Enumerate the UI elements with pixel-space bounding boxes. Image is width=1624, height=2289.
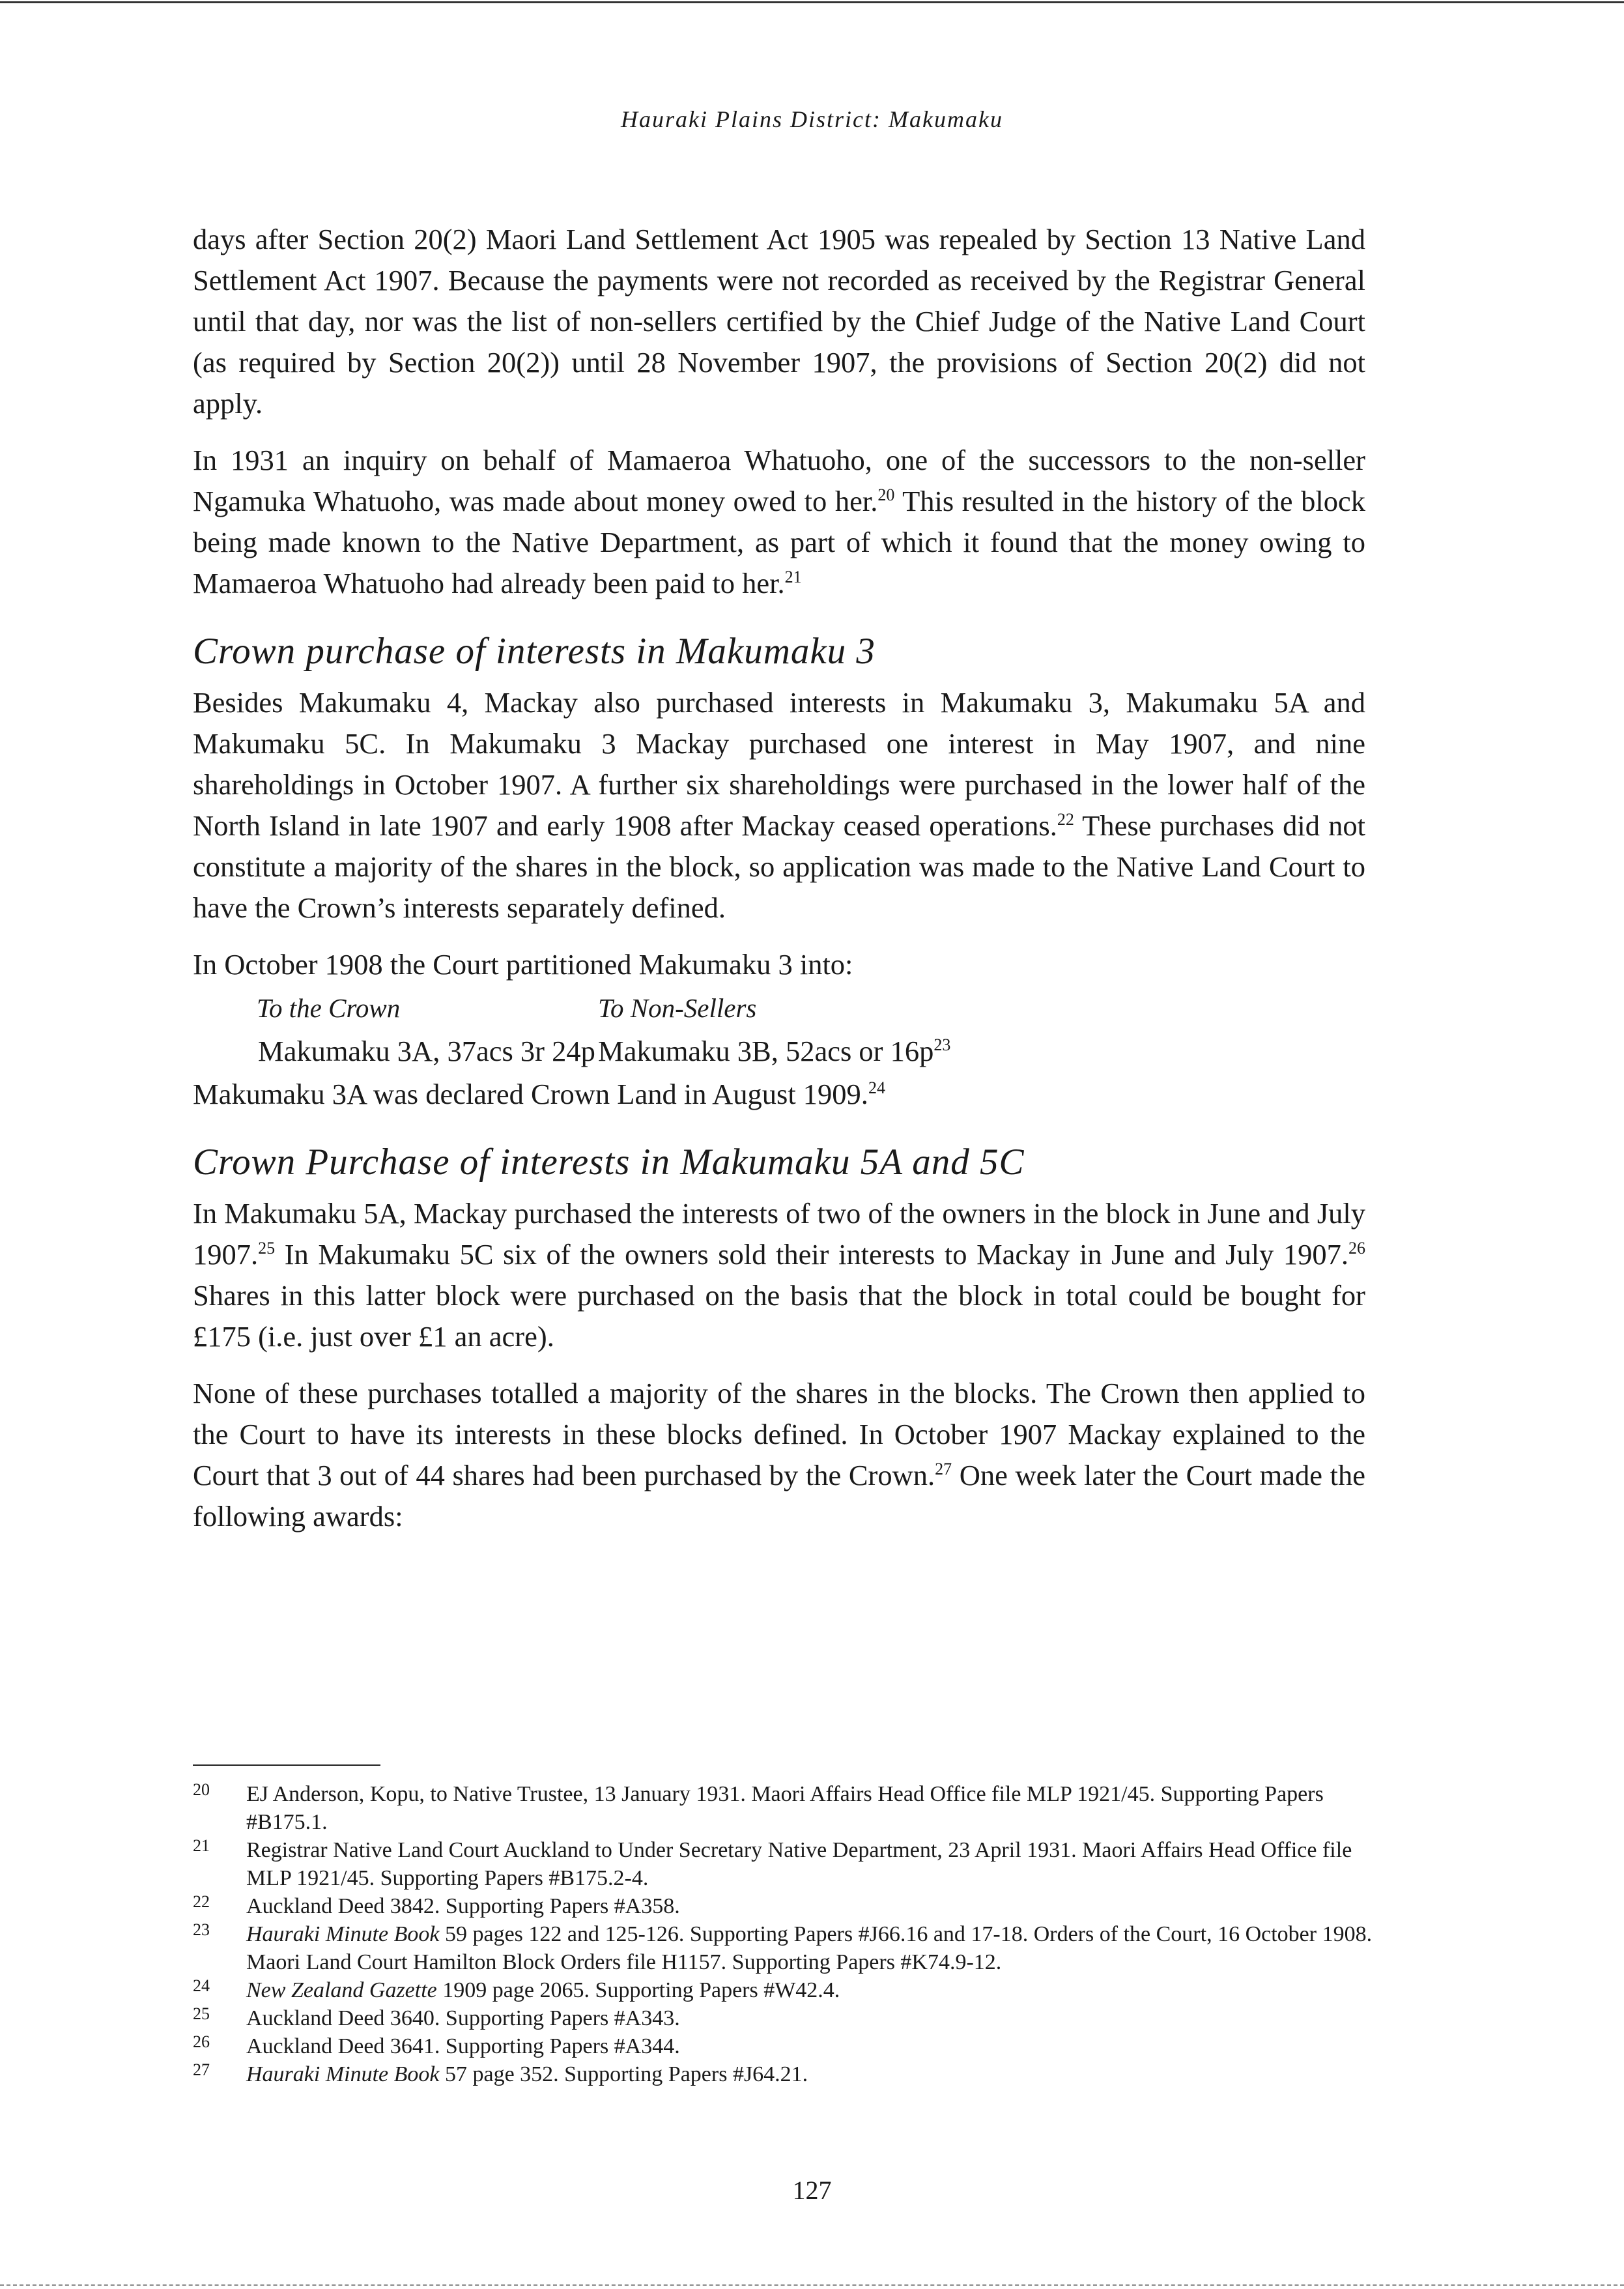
footnote — [193, 2060, 1378, 2088]
partition-header-row — [193, 986, 1365, 1029]
crown-award: Makumaku 3A, 37acs 3r 24p — [258, 1034, 595, 1067]
non-sellers-column-header: To Non-Sellers — [598, 992, 757, 1023]
footnote — [193, 2004, 1378, 2032]
running-header: Hauraki Plains District: Makumaku — [621, 106, 1003, 132]
footnote-divider — [193, 1764, 380, 1766]
footnote-text: Hauraki Minute Book 57 page 352. Supporting Papers #J64.21. — [246, 2062, 808, 2086]
footnote-number: 27 — [193, 2060, 210, 2079]
footnote — [193, 1920, 1378, 1976]
footnote-text: Hauraki Minute Book 59 pages 122 and 125-126. Supporting Papers #J66.16 and 17-18. Orders of the Court, 16 October 1908. Maori Land Court Hamilton Block Orders file H1157. Supporting Papers #K74.9-12. — [246, 1922, 1373, 1974]
paragraph: Besides Makumaku 4, Mackay also purchased interests in Makumaku 3, Makumaku 5A and Makumaku 5C. In Makumaku 3 Mackay purchased one interest in May 1907, and nine shareholdings in October 1907. A further six shareholdings were purchased in the lower half of the North Island in late 1907 and early 1908 after Mackay ceased operations.$^{22}$ These purchases did not constitute a majority of the shares in the block, so application was made to the Native Land Court to have the Crown’s interests separately defined. — [193, 686, 1365, 924]
footnote-ref[interactable]: 24 — [868, 1078, 885, 1098]
section-heading: Crown Purchase of interests in Makumaku 5A and 5C — [193, 1142, 1025, 1183]
paragraph: days after Section 20(2) Maori Land Settlement Act 1905 was repealed by Section 13 Native Land Settlement Act 1907. Because the payments were not recorded as received by the Registrar General until that day, nor was the list of non-sellers certified by the Chief Judge of the Native Land Court (as required by Section 20(2)) until 28 November 1907, the provisions of Section 20(2) did not apply. — [193, 223, 1365, 420]
footnote-ref[interactable]: 23 — [933, 1035, 951, 1054]
footnote-text: Auckland Deed 3641. Supporting Papers #A344. — [246, 2034, 680, 2058]
paragraph: Makumaku 3A was declared Crown Land in August 1909.24 — [193, 1078, 885, 1110]
partition-value-row — [193, 1029, 1365, 1073]
footnote-text: EJ Anderson, Kopu, to Native Trustee, 13 January 1931. Maori Affairs Head Office file MLP 1921/45. Supporting Papers #B175.1. — [246, 1782, 1324, 1834]
footnote-number: 24 — [193, 1976, 210, 1995]
source-title: Hauraki Minute Book — [246, 1922, 440, 1946]
footnote-text: New Zealand Gazette 1909 page 2065. Supporting Papers #W42.4. — [246, 1978, 840, 2002]
section-heading: Crown purchase of interests in Makumaku 3 — [193, 631, 876, 672]
footnote-ref[interactable]: 21 — [784, 568, 802, 587]
non-sellers-award: Makumaku 3B, 52acs or $16p^{23}$ — [598, 1034, 951, 1067]
bottom-border — [0, 2284, 1624, 2286]
footnote-number: 22 — [193, 1892, 210, 1911]
partition-table — [193, 986, 1365, 1073]
page-number: 127 — [792, 2176, 832, 2205]
footnote — [193, 1836, 1378, 1892]
paragraph: In October 1908 the Court partitioned Makumaku 3 into: — [193, 948, 853, 981]
source-title: New Zealand Gazette — [246, 1978, 437, 2002]
main-text — [193, 219, 1365, 1553]
footnote — [193, 1976, 1378, 2004]
paragraph: None of these purchases totalled a majority of the shares in the blocks. The Crown then applied to the Court to have its interests in these blocks defined. In October 1907 Mackay explained to the Court that 3 out of 44 shares had been purchased by the Crown.$^{27}$ One week later the Court made the following awards: — [193, 1377, 1365, 1533]
paragraph: In 1931 an inquiry on behalf of Mamaeroa Whatuoho, one of the successors to the non-seller Ngamuka Whatuoho, was made about money owed to her.$^{20}$ This resulted in the history of the block being made known to the Native Department, as part of which it found that the money owing to Mamaeroa Whatuoho had already been paid to her.$^{21}$ — [193, 444, 1365, 599]
footnotes — [193, 1764, 1378, 2088]
footnote — [193, 1780, 1378, 1836]
footnote-ref[interactable]: 27 — [935, 1460, 952, 1479]
paragraph: In Makumaku 5A, Mackay purchased the interests of two of the owners in the block in June and July 1907.25 In Makumaku 5C six of the owners sold their interests to Mackay in June and July 1907.26 Shares in this latter block were purchased on the basis that the block in total could be bought for £175 (i.e. just over £1 an acre). — [193, 1197, 1365, 1353]
footnote-text: Registrar Native Land Court Auckland to Under Secretary Native Department, 23 April 1931. Maori Affairs Head Office file MLP 1921/45. Supporting Papers #B175.2-4. — [246, 1838, 1352, 1890]
footnote-text: Auckland Deed 3842. Supporting Papers #A358. — [246, 1894, 680, 1918]
footnote-number: 26 — [193, 2032, 210, 2051]
footnote-ref[interactable]: 26 — [1348, 1239, 1365, 1258]
footnote-ref[interactable]: 22 — [1057, 810, 1074, 829]
footnote-number: 21 — [193, 1836, 210, 1855]
crown-column-header: To the Crown — [257, 992, 401, 1023]
top-border — [0, 1, 1624, 3]
footnote-number: 25 — [193, 2004, 210, 2023]
source-title: Hauraki Minute Book — [246, 2062, 440, 2086]
footnote-text: Auckland Deed 3640. Supporting Papers #A343. — [246, 2006, 680, 2030]
footnote — [193, 1892, 1378, 1920]
footnote-number: 20 — [193, 1780, 210, 1799]
footnote-ref[interactable]: 20 — [877, 485, 895, 505]
footnote-number: 23 — [193, 1920, 210, 1939]
footnote-ref[interactable]: 25 — [258, 1239, 276, 1258]
footnote — [193, 2032, 1378, 2060]
